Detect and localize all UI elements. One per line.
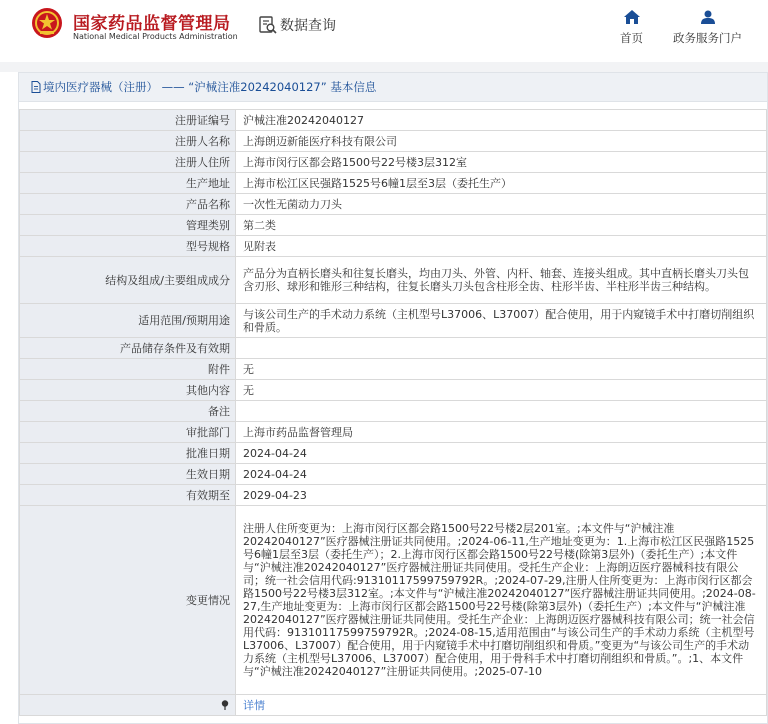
details-link[interactable]: 详情 xyxy=(243,698,265,712)
header-divider-band xyxy=(0,62,768,72)
national-emblem-icon xyxy=(31,7,63,39)
row-key: 产品名称 xyxy=(20,194,236,215)
row-key: 其他内容 xyxy=(20,380,236,401)
row-value: 一次性无菌动力刀头 xyxy=(236,194,767,215)
document-icon xyxy=(31,81,41,93)
row-key: 注册人名称 xyxy=(20,131,236,152)
org-name-cn: 国家药品监督管理局 xyxy=(73,14,231,34)
row-value: 2024-04-24 xyxy=(236,443,767,464)
row-key: 生产地址 xyxy=(20,173,236,194)
row-value: 2024-04-24 xyxy=(236,464,767,485)
row-value: 见附表 xyxy=(236,236,767,257)
data-query-label: 数据查询 xyxy=(280,18,336,34)
table-row xyxy=(20,152,767,173)
row-key: 附件 xyxy=(20,359,236,380)
table-row xyxy=(20,338,767,359)
search-document-icon xyxy=(258,15,278,35)
row-key: 适用范围/预期用途 xyxy=(20,304,236,338)
table-row xyxy=(20,110,767,131)
breadcrumb-text: 境内医疗器械（注册） —— “沪械注准20242040127” 基本信息 xyxy=(43,80,377,94)
table-row xyxy=(20,257,767,304)
row-key: 结构及组成/主要组成成分 xyxy=(20,257,236,304)
row-value: 注册人住所变更为：上海市闵行区都会路1500号22号楼2层201室。;本文件与“沪械注准20242040127”医疗器械注册证共同使用。;2024-06-11,生产地址变更为：1.上海市松江区民强路1525号6幢1层至3层（委托生产）；2.上海市闵行区都会路1500号22号楼(除第3层外)（委托生产）;本文件与“沪械注准20242040127”医疗器械注册证共同使用。受托生产企业：上海朗迈医疗器械科技有限公司；统一社会信用代码:91310117599759792R。;2024-07-29,注册人住所变更为：上海市闵行区都会路1500号22号楼3层312室。;本文件与“沪械注准20242040127”医疗器械注册证共同使用。;2024-08-27,生产地址变更为：上海市闵行区都会路1500号22号楼(除第3层外)（委托生产）;本文件与“沪械注准20242040127”医疗器械注册证共同使用。受托生产企业：上海朗迈医疗器械科技有限公司；统一社会信用代码：91310117599759792R。;2024-08-15,适用范围由“与该公司生产的手术动力系统（主机型号L37006、L37007）配合使用，用于内窥镜手术中打磨切削组织和骨质。”变更为“与该公司生产的手术动力系统（主机型号L37006、L37007）配合使用，用于骨科手术中打磨切削组织和骨质。”。;1、本文件与“沪械注准20242040127”注册证共同使用。;2025-07-10 xyxy=(236,506,767,695)
row-key xyxy=(20,695,236,716)
table-row xyxy=(20,215,767,236)
row-key: 审批部门 xyxy=(20,422,236,443)
basic-info-table xyxy=(19,109,767,716)
table-row xyxy=(20,506,767,695)
row-value: 2029-04-23 xyxy=(236,485,767,506)
row-key: 注册证编号 xyxy=(20,110,236,131)
breadcrumb xyxy=(19,73,767,102)
row-key: 型号规格 xyxy=(20,236,236,257)
row-key: 有效期至 xyxy=(20,485,236,506)
detail-panel xyxy=(18,72,768,724)
row-value: 沪械注准20242040127 xyxy=(236,110,767,131)
table-row xyxy=(20,173,767,194)
table-row xyxy=(20,380,767,401)
row-key: 管理类别 xyxy=(20,215,236,236)
nav-home-label: 首页 xyxy=(620,31,643,45)
table-row xyxy=(20,194,767,215)
org-name-en: National Medical Products Administration xyxy=(73,32,238,41)
site-header xyxy=(0,0,768,62)
table-row xyxy=(20,401,767,422)
row-value: 上海市闵行区都会路1500号22号楼3层312室 xyxy=(236,152,767,173)
row-value: 上海市松江区民强路1525号6幢1层至3层（委托生产） xyxy=(236,173,767,194)
table-row xyxy=(20,443,767,464)
row-value: 无 xyxy=(236,359,767,380)
row-value: 无 xyxy=(236,380,767,401)
table-row xyxy=(20,131,767,152)
row-key: 备注 xyxy=(20,401,236,422)
row-key: 变更情况 xyxy=(20,506,236,695)
row-value: 与该公司生产的手术动力系统（主机型号L37006、L37007）配合使用，用于内窥镜手术中打磨切削组织和骨质。 xyxy=(236,304,767,338)
nav-home[interactable] xyxy=(620,10,643,46)
row-value: 产品分为直柄长磨头和往复长磨头，均由刀头、外管、内杆、轴套、连接头组成。其中直柄长磨头刀头包含刃形、球形和锥形三种结构，往复长磨头刀头包含柱形全齿、柱形半齿、半柱形半齿三种结构。 xyxy=(236,257,767,304)
nav-service-portal-label: 政务服务门户 xyxy=(673,31,742,45)
row-value xyxy=(236,338,767,359)
table-row xyxy=(20,359,767,380)
nav-service-portal[interactable] xyxy=(673,10,742,46)
user-icon xyxy=(700,10,716,24)
row-value: 第二类 xyxy=(236,215,767,236)
row-key: 产品储存条件及有效期 xyxy=(20,338,236,359)
table-row xyxy=(20,464,767,485)
row-value: 上海朗迈新能医疗科技有限公司 xyxy=(236,131,767,152)
row-key: 生效日期 xyxy=(20,464,236,485)
row-value: 上海市药品监督管理局 xyxy=(236,422,767,443)
data-query-link[interactable] xyxy=(258,14,336,36)
row-value xyxy=(236,695,767,716)
table-row xyxy=(20,304,767,338)
table-row xyxy=(20,695,767,716)
table-row xyxy=(20,485,767,506)
pin-icon xyxy=(221,700,229,710)
table-row xyxy=(20,422,767,443)
row-key: 注册人住所 xyxy=(20,152,236,173)
table-row xyxy=(20,236,767,257)
row-key: 批准日期 xyxy=(20,443,236,464)
home-icon xyxy=(624,10,640,24)
row-value xyxy=(236,401,767,422)
